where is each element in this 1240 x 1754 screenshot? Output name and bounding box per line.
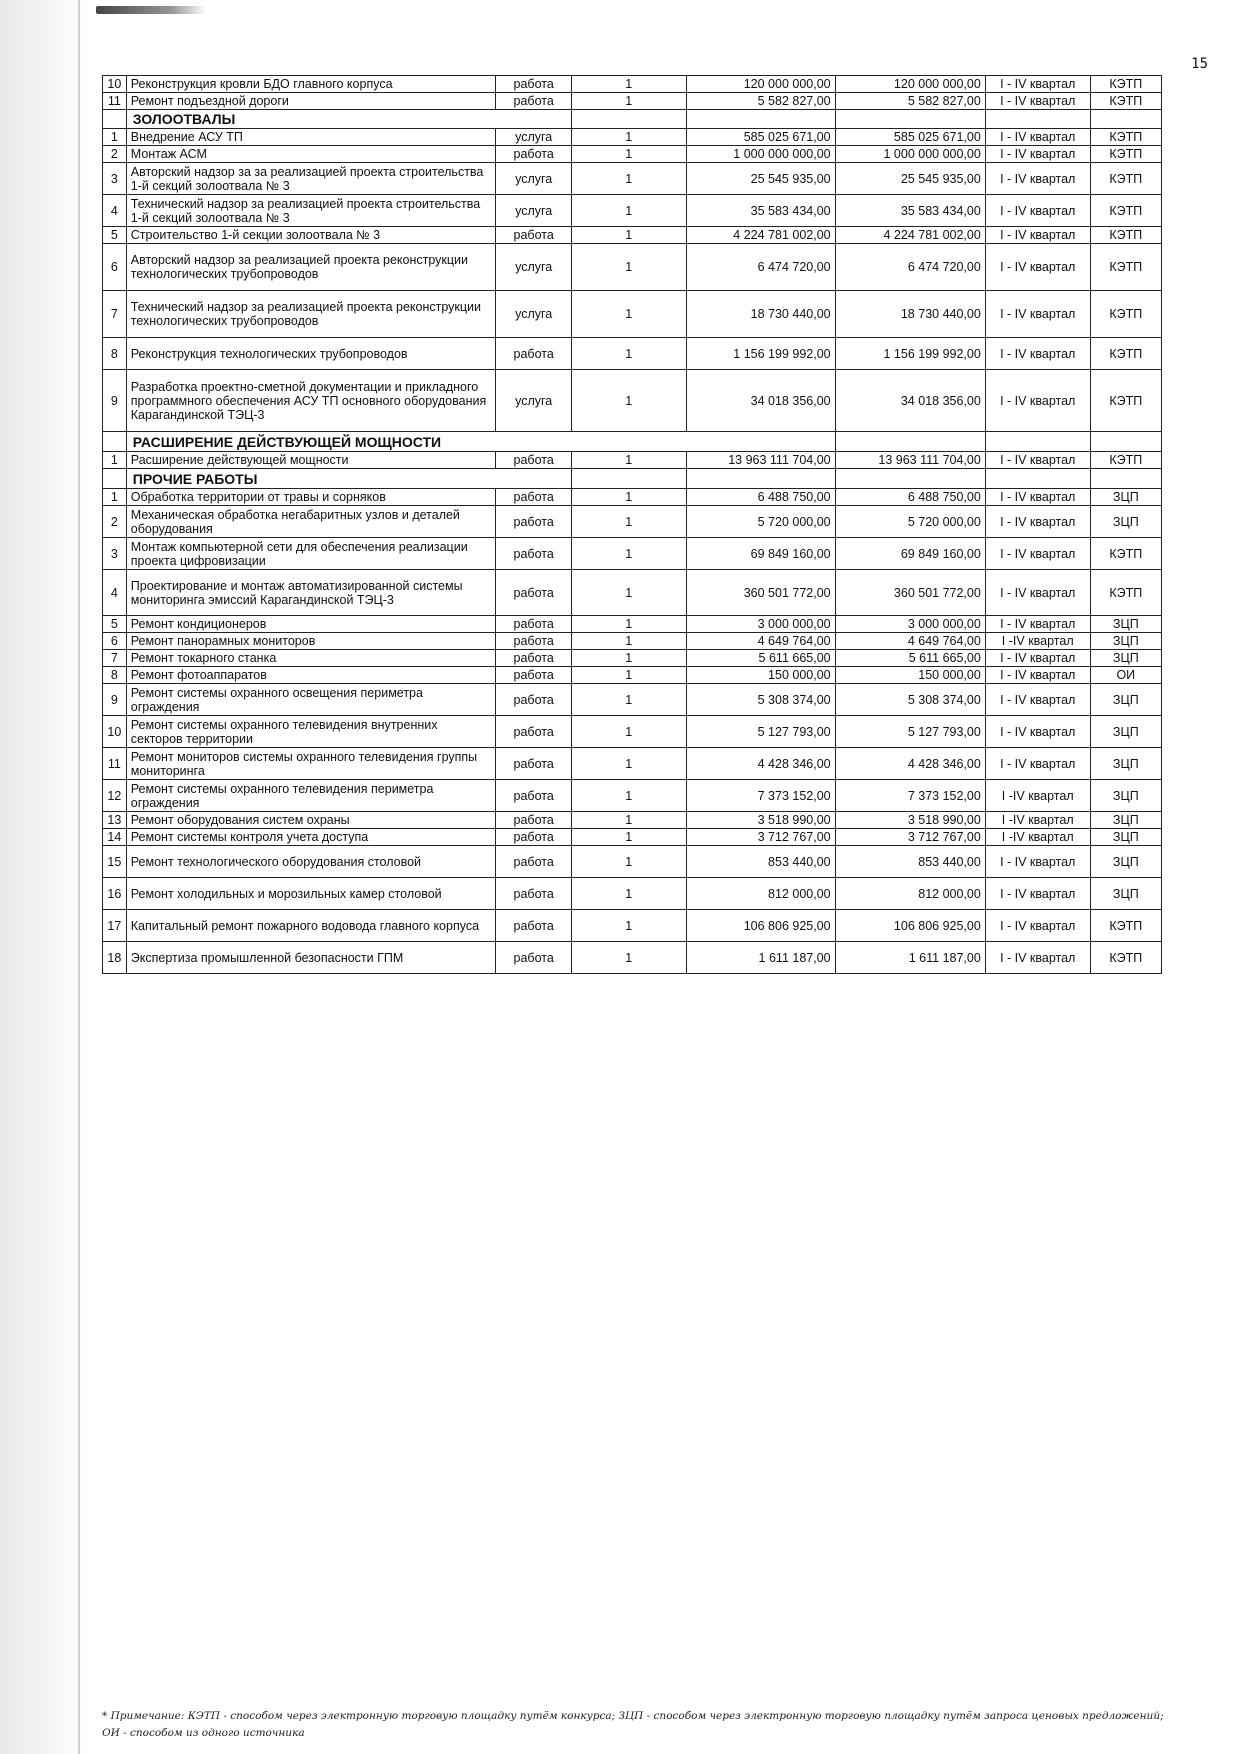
table-row <box>103 338 1162 370</box>
cell-method: КЭТП <box>1090 76 1161 93</box>
cell-amount: 34 018 356,00 <box>686 370 835 432</box>
cell-num: 5 <box>103 616 127 633</box>
cell-sum: 3 712 767,00 <box>835 829 985 846</box>
cell-name: Ремонт подъездной дороги <box>126 93 496 110</box>
cell-num: 1 <box>103 452 127 469</box>
cell-sum: 34 018 356,00 <box>835 370 985 432</box>
cell-qty: 1 <box>571 846 686 878</box>
cell-period: I - IV квартал <box>985 146 1090 163</box>
cell-amount: 69 849 160,00 <box>686 538 835 570</box>
cell-period: I -IV квартал <box>985 633 1090 650</box>
table-row <box>103 195 1162 227</box>
cell-unit: работа <box>496 942 572 974</box>
cell-name: Разработка проектно-сметной документации и прикладного программного обеспечения АСУ ТП основного оборудования Карагандинской ТЭЦ-3 <box>126 370 496 432</box>
cell-amount: 3 518 990,00 <box>686 812 835 829</box>
cell-num: 11 <box>103 748 127 780</box>
cell-unit: услуга <box>496 195 572 227</box>
cell-name: Экспертиза промышленной безопасности ГПМ <box>126 942 496 974</box>
cell-name: Ремонт системы охранного телевидения периметра ограждения <box>126 780 496 812</box>
cell-amount: 106 806 925,00 <box>686 910 835 942</box>
cell-num: 9 <box>103 370 127 432</box>
cell-num: 3 <box>103 538 127 570</box>
cell-amount: 585 025 671,00 <box>686 129 835 146</box>
cell-sum: 5 308 374,00 <box>835 684 985 716</box>
cell-qty: 1 <box>571 244 686 291</box>
cell-name: Ремонт фотоаппаратов <box>126 667 496 684</box>
table-row <box>103 942 1162 974</box>
cell-unit: работа <box>496 650 572 667</box>
cell-amount: 1 000 000 000,00 <box>686 146 835 163</box>
cell-qty: 1 <box>571 195 686 227</box>
cell-amount: 5 720 000,00 <box>686 506 835 538</box>
cell-unit: работа <box>496 748 572 780</box>
cell-method: КЭТП <box>1090 146 1161 163</box>
cell-amount: 5 308 374,00 <box>686 684 835 716</box>
cell-amount: 1 156 199 992,00 <box>686 338 835 370</box>
scan-fold-line <box>78 0 80 1754</box>
cell-period: I - IV квартал <box>985 370 1090 432</box>
cell-num: 9 <box>103 684 127 716</box>
cell-empty <box>1090 110 1161 129</box>
cell-amount: 13 963 111 704,00 <box>686 452 835 469</box>
cell-method: ЗЦП <box>1090 812 1161 829</box>
cell-amount: 6 474 720,00 <box>686 244 835 291</box>
cell-name: Монтаж АСМ <box>126 146 496 163</box>
cell-qty: 1 <box>571 748 686 780</box>
cell-qty: 1 <box>571 506 686 538</box>
cell-amount: 360 501 772,00 <box>686 570 835 616</box>
cell-num: 7 <box>103 291 127 338</box>
cell-amount: 6 488 750,00 <box>686 489 835 506</box>
cell-method: ЗЦП <box>1090 684 1161 716</box>
cell-period: I - IV квартал <box>985 93 1090 110</box>
cell-name: Ремонт технологического оборудования столовой <box>126 846 496 878</box>
cell-method: КЭТП <box>1090 570 1161 616</box>
cell-method: ЗЦП <box>1090 878 1161 910</box>
cell-sum: 1 156 199 992,00 <box>835 338 985 370</box>
cell-num: 11 <box>103 93 127 110</box>
cell-amount: 18 730 440,00 <box>686 291 835 338</box>
cell-amount: 5 127 793,00 <box>686 716 835 748</box>
cell-name: Технический надзор за реализацией проекта реконструкции технологических трубопроводов <box>126 291 496 338</box>
cell-qty: 1 <box>571 878 686 910</box>
cell-method: КЭТП <box>1090 163 1161 195</box>
cell-amount: 812 000,00 <box>686 878 835 910</box>
cell-name: Расширение действующей мощности <box>126 452 496 469</box>
table-row <box>103 146 1162 163</box>
cell-method: КЭТП <box>1090 910 1161 942</box>
cell-qty: 1 <box>571 129 686 146</box>
cell-sum: 5 720 000,00 <box>835 506 985 538</box>
cell-period: I -IV квартал <box>985 780 1090 812</box>
cell-qty: 1 <box>571 452 686 469</box>
cell-sum: 13 963 111 704,00 <box>835 452 985 469</box>
cell-sum: 106 806 925,00 <box>835 910 985 942</box>
scan-left-edge <box>0 0 86 1754</box>
cell-name: Ремонт холодильных и морозильных камер столовой <box>126 878 496 910</box>
table-row <box>103 716 1162 748</box>
cell-qty: 1 <box>571 93 686 110</box>
cell-sum: 150 000,00 <box>835 667 985 684</box>
cell-unit: работа <box>496 878 572 910</box>
table-row <box>103 506 1162 538</box>
table-row <box>103 748 1162 780</box>
cell-unit: работа <box>496 716 572 748</box>
cell-amount: 3 000 000,00 <box>686 616 835 633</box>
cell-sum: 3 518 990,00 <box>835 812 985 829</box>
cell-qty: 1 <box>571 489 686 506</box>
cell-method: ЗЦП <box>1090 650 1161 667</box>
cell-empty <box>985 110 1090 129</box>
cell-period: I - IV квартал <box>985 748 1090 780</box>
cell-unit: работа <box>496 506 572 538</box>
cell-qty: 1 <box>571 812 686 829</box>
cell-sum: 5 127 793,00 <box>835 716 985 748</box>
cell-unit: услуга <box>496 244 572 291</box>
cell-unit: услуга <box>496 163 572 195</box>
cell-num: 1 <box>103 129 127 146</box>
cell-num: 4 <box>103 570 127 616</box>
cell-method: КЭТП <box>1090 370 1161 432</box>
cell-name: Ремонт оборудования систем охраны <box>126 812 496 829</box>
cell-amount: 3 712 767,00 <box>686 829 835 846</box>
cell-period: I - IV квартал <box>985 338 1090 370</box>
cell-period: I - IV квартал <box>985 716 1090 748</box>
cell-period: I - IV квартал <box>985 129 1090 146</box>
cell-name: Обработка территории от травы и сорняков <box>126 489 496 506</box>
cell-name: Ремонт системы контроля учета доступа <box>126 829 496 846</box>
cell-qty: 1 <box>571 684 686 716</box>
page-number: 15 <box>1191 56 1208 72</box>
cell-method: ЗЦП <box>1090 748 1161 780</box>
cell-name: Ремонт кондиционеров <box>126 616 496 633</box>
cell-method: КЭТП <box>1090 338 1161 370</box>
cell-method: КЭТП <box>1090 129 1161 146</box>
cell-empty <box>835 432 985 452</box>
cell-method: ОИ <box>1090 667 1161 684</box>
section-title: РАСШИРЕНИЕ ДЕЙСТВУЮЩЕЙ МОЩНОСТИ <box>126 432 835 452</box>
cell-sum: 7 373 152,00 <box>835 780 985 812</box>
table-row <box>103 163 1162 195</box>
cell-method: КЭТП <box>1090 538 1161 570</box>
cell-num: 10 <box>103 716 127 748</box>
cell-unit: работа <box>496 227 572 244</box>
scan-top-mark <box>96 6 206 14</box>
cell-num: 8 <box>103 338 127 370</box>
cell-empty <box>985 469 1090 489</box>
cell-num: 16 <box>103 878 127 910</box>
cell-num: 7 <box>103 650 127 667</box>
table-row <box>103 846 1162 878</box>
cell-period: I - IV квартал <box>985 570 1090 616</box>
cell-qty: 1 <box>571 780 686 812</box>
cell-sum: 1 611 187,00 <box>835 942 985 974</box>
cell-amount: 5 611 665,00 <box>686 650 835 667</box>
table-row <box>103 452 1162 469</box>
cell-empty <box>835 110 985 129</box>
cell-num: 14 <box>103 829 127 846</box>
cell-amount: 4 224 781 002,00 <box>686 227 835 244</box>
cell-sum: 6 488 750,00 <box>835 489 985 506</box>
cell-num: 13 <box>103 812 127 829</box>
cell-amount: 1 611 187,00 <box>686 942 835 974</box>
cell-period: I - IV квартал <box>985 910 1090 942</box>
cell-empty <box>686 469 835 489</box>
cell-unit: работа <box>496 633 572 650</box>
cell-unit: работа <box>496 910 572 942</box>
cell-unit: работа <box>496 146 572 163</box>
cell-sum: 4 224 781 002,00 <box>835 227 985 244</box>
cell-name: Проектирование и монтаж автоматизированной системы мониторинга эмиссий Карагандинской ТЭЦ-3 <box>126 570 496 616</box>
cell-period: I - IV квартал <box>985 942 1090 974</box>
cell-unit: услуга <box>496 129 572 146</box>
cell-sum: 120 000 000,00 <box>835 76 985 93</box>
table-row <box>103 780 1162 812</box>
cell-name: Механическая обработка негабаритных узлов и деталей оборудования <box>126 506 496 538</box>
table-row <box>103 878 1162 910</box>
cell-num: 10 <box>103 76 127 93</box>
table-row <box>103 370 1162 432</box>
cell-name: Ремонт панорамных мониторов <box>126 633 496 650</box>
section-title: ЗОЛООТВАЛЫ <box>126 110 571 129</box>
cell-sum: 360 501 772,00 <box>835 570 985 616</box>
cell-method: КЭТП <box>1090 452 1161 469</box>
cell-qty: 1 <box>571 227 686 244</box>
cell-unit: услуга <box>496 370 572 432</box>
table-row <box>103 538 1162 570</box>
cell-qty: 1 <box>571 370 686 432</box>
cell-sum: 69 849 160,00 <box>835 538 985 570</box>
cell-unit: работа <box>496 338 572 370</box>
cell-sum: 18 730 440,00 <box>835 291 985 338</box>
cell-amount: 5 582 827,00 <box>686 93 835 110</box>
cell-method: ЗЦП <box>1090 846 1161 878</box>
cell-sum: 853 440,00 <box>835 846 985 878</box>
cell-method: ЗЦП <box>1090 506 1161 538</box>
table-row <box>103 291 1162 338</box>
procurement-table <box>102 75 1162 974</box>
cell-period: I - IV квартал <box>985 650 1090 667</box>
cell-unit: работа <box>496 489 572 506</box>
cell-period: I - IV квартал <box>985 163 1090 195</box>
cell-period: I - IV квартал <box>985 195 1090 227</box>
cell-num: 2 <box>103 506 127 538</box>
cell-num: 18 <box>103 942 127 974</box>
table-row <box>103 812 1162 829</box>
table-row <box>103 650 1162 667</box>
cell-qty: 1 <box>571 163 686 195</box>
cell-period: I - IV квартал <box>985 489 1090 506</box>
cell-period: I - IV квартал <box>985 227 1090 244</box>
cell-name: Строительство 1-й секции золоотвала № 3 <box>126 227 496 244</box>
cell-unit: работа <box>496 846 572 878</box>
cell-unit: работа <box>496 812 572 829</box>
cell-num <box>103 469 127 489</box>
cell-empty <box>686 110 835 129</box>
cell-method: КЭТП <box>1090 291 1161 338</box>
cell-amount: 25 545 935,00 <box>686 163 835 195</box>
cell-sum: 585 025 671,00 <box>835 129 985 146</box>
cell-period: I - IV квартал <box>985 846 1090 878</box>
table-row <box>103 227 1162 244</box>
cell-unit: работа <box>496 452 572 469</box>
cell-amount: 853 440,00 <box>686 846 835 878</box>
cell-period: I - IV квартал <box>985 506 1090 538</box>
cell-unit: работа <box>496 76 572 93</box>
table-row <box>103 76 1162 93</box>
cell-method: ЗЦП <box>1090 489 1161 506</box>
cell-num: 4 <box>103 195 127 227</box>
footnote: * Примечание: КЭТП - способом через электронную торговую площадку путём конкурса; ЗЦП - способом через электронную торговую площадку путём запроса ценовых предложений; ОИ - способом из одного источника <box>102 1710 1164 1739</box>
cell-qty: 1 <box>571 146 686 163</box>
cell-num: 3 <box>103 163 127 195</box>
cell-method: КЭТП <box>1090 227 1161 244</box>
cell-empty <box>835 469 985 489</box>
cell-name: Капитальный ремонт пожарного водовода главного корпуса <box>126 910 496 942</box>
cell-method: ЗЦП <box>1090 716 1161 748</box>
cell-qty: 1 <box>571 667 686 684</box>
cell-unit: работа <box>496 93 572 110</box>
table-row <box>103 244 1162 291</box>
cell-method: КЭТП <box>1090 93 1161 110</box>
cell-qty: 1 <box>571 616 686 633</box>
cell-sum: 3 000 000,00 <box>835 616 985 633</box>
cell-sum: 5 582 827,00 <box>835 93 985 110</box>
section-title: ПРОЧИЕ РАБОТЫ <box>126 469 571 489</box>
cell-sum: 35 583 434,00 <box>835 195 985 227</box>
cell-qty: 1 <box>571 291 686 338</box>
table-body <box>103 76 1162 974</box>
cell-qty: 1 <box>571 716 686 748</box>
cell-qty: 1 <box>571 338 686 370</box>
cell-sum: 25 545 935,00 <box>835 163 985 195</box>
cell-name: Авторский надзор за за реализацией проекта строительства 1-й секций золоотвала № 3 <box>126 163 496 195</box>
cell-empty <box>1090 432 1161 452</box>
cell-period: I - IV квартал <box>985 291 1090 338</box>
cell-num: 6 <box>103 633 127 650</box>
cell-unit: работа <box>496 570 572 616</box>
cell-num: 6 <box>103 244 127 291</box>
cell-amount: 120 000 000,00 <box>686 76 835 93</box>
cell-name: Внедрение АСУ ТП <box>126 129 496 146</box>
cell-unit: работа <box>496 829 572 846</box>
cell-sum: 4 649 764,00 <box>835 633 985 650</box>
cell-num: 15 <box>103 846 127 878</box>
section-row <box>103 110 1162 129</box>
cell-name: Ремонт мониторов системы охранного телевидения группы мониторинга <box>126 748 496 780</box>
cell-qty: 1 <box>571 829 686 846</box>
cell-unit: работа <box>496 616 572 633</box>
table-row <box>103 910 1162 942</box>
table-row <box>103 667 1162 684</box>
cell-num: 12 <box>103 780 127 812</box>
cell-period: I - IV квартал <box>985 76 1090 93</box>
table-row <box>103 829 1162 846</box>
cell-amount: 7 373 152,00 <box>686 780 835 812</box>
cell-period: I - IV квартал <box>985 878 1090 910</box>
cell-name: Ремонт токарного станка <box>126 650 496 667</box>
cell-period: I - IV квартал <box>985 244 1090 291</box>
cell-empty <box>571 110 686 129</box>
cell-qty: 1 <box>571 650 686 667</box>
cell-period: I - IV квартал <box>985 667 1090 684</box>
cell-name: Технический надзор за реализацией проекта строительства 1-й секций золоотвала № 3 <box>126 195 496 227</box>
cell-unit: услуга <box>496 291 572 338</box>
cell-unit: работа <box>496 667 572 684</box>
cell-period: I - IV квартал <box>985 452 1090 469</box>
cell-period: I - IV квартал <box>985 684 1090 716</box>
cell-amount: 4 649 764,00 <box>686 633 835 650</box>
cell-name: Ремонт системы охранного освещения периметра ограждения <box>126 684 496 716</box>
cell-num: 8 <box>103 667 127 684</box>
table-row <box>103 570 1162 616</box>
cell-qty: 1 <box>571 538 686 570</box>
cell-num: 5 <box>103 227 127 244</box>
cell-num: 17 <box>103 910 127 942</box>
cell-period: I - IV квартал <box>985 616 1090 633</box>
cell-method: КЭТП <box>1090 942 1161 974</box>
cell-empty <box>1090 469 1161 489</box>
section-row <box>103 432 1162 452</box>
cell-empty <box>985 432 1090 452</box>
section-row <box>103 469 1162 489</box>
cell-period: I -IV квартал <box>985 812 1090 829</box>
cell-name: Авторский надзор за реализацией проекта реконструкции технологических трубопроводов <box>126 244 496 291</box>
cell-qty: 1 <box>571 76 686 93</box>
cell-unit: работа <box>496 780 572 812</box>
cell-amount: 4 428 346,00 <box>686 748 835 780</box>
cell-method: ЗЦП <box>1090 633 1161 650</box>
cell-method: ЗЦП <box>1090 780 1161 812</box>
table-row <box>103 129 1162 146</box>
cell-method: КЭТП <box>1090 195 1161 227</box>
cell-qty: 1 <box>571 570 686 616</box>
cell-period: I -IV квартал <box>985 829 1090 846</box>
cell-num <box>103 432 127 452</box>
cell-qty: 1 <box>571 942 686 974</box>
cell-amount: 35 583 434,00 <box>686 195 835 227</box>
cell-num: 1 <box>103 489 127 506</box>
cell-method: ЗЦП <box>1090 616 1161 633</box>
table-row <box>103 93 1162 110</box>
cell-qty: 1 <box>571 633 686 650</box>
cell-num <box>103 110 127 129</box>
table-row <box>103 616 1162 633</box>
cell-amount: 150 000,00 <box>686 667 835 684</box>
table-row <box>103 684 1162 716</box>
cell-method: ЗЦП <box>1090 829 1161 846</box>
cell-num: 2 <box>103 146 127 163</box>
cell-sum: 1 000 000 000,00 <box>835 146 985 163</box>
cell-name: Реконструкция кровли БДО главного корпуса <box>126 76 496 93</box>
cell-unit: работа <box>496 684 572 716</box>
cell-sum: 4 428 346,00 <box>835 748 985 780</box>
cell-sum: 6 474 720,00 <box>835 244 985 291</box>
cell-name: Монтаж компьютерной сети для обеспечения реализации проекта цифровизации <box>126 538 496 570</box>
table-row <box>103 489 1162 506</box>
cell-name: Реконструкция технологических трубопроводов <box>126 338 496 370</box>
cell-sum: 812 000,00 <box>835 878 985 910</box>
cell-sum: 5 611 665,00 <box>835 650 985 667</box>
cell-empty <box>571 469 686 489</box>
cell-method: КЭТП <box>1090 244 1161 291</box>
cell-qty: 1 <box>571 910 686 942</box>
cell-unit: работа <box>496 538 572 570</box>
cell-period: I - IV квартал <box>985 538 1090 570</box>
cell-name: Ремонт системы охранного телевидения внутренних секторов территории <box>126 716 496 748</box>
table-row <box>103 633 1162 650</box>
